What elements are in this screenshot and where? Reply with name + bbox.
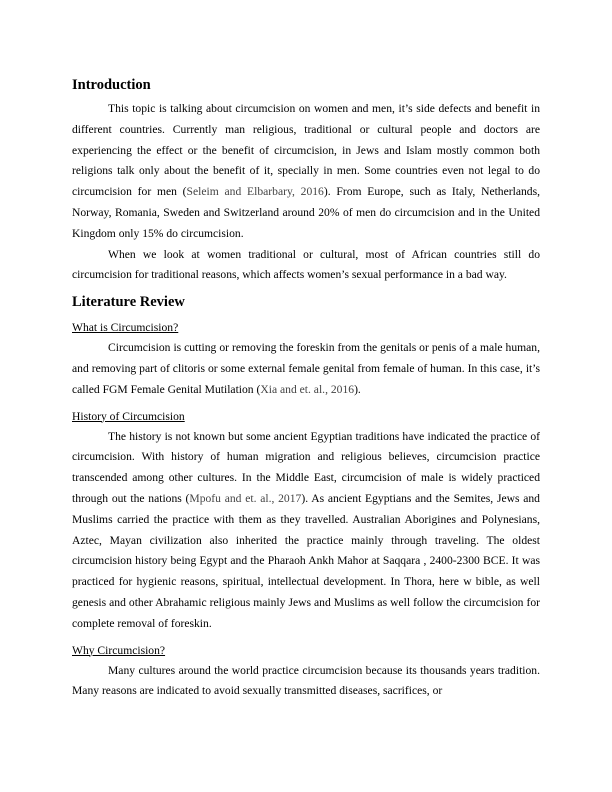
introduction-paragraph-2: When we look at women traditional or cultural, most of African countries still do circumcision for traditional reasons, which affects women’s sexual performance in a bad way. (72, 247, 540, 282)
document-page (72, 75, 540, 702)
literature-review-heading: Literature Review (72, 294, 185, 311)
what-is-text: Circumcision is cutting or removing the foreskin from the genitals or penis of a male human, and removing part of clitoris or some external female genital from female of human. In this case, it’s called FGM Female Genital Mutilation ( (72, 341, 540, 396)
introduction-heading: Introduction (72, 77, 151, 93)
introduction-paragraph-1-text: This topic is talking about circumcision on women and men, it’s side defects and benefit in different countries. Currently man religious, traditional or cultural people and doctors are experiencing the effect or the benefit of circumcision, in Jews and Islam mostly common both religions talk only about the benefit of it, specially in men. Some countries even not legal to do circumcision for men ( (72, 102, 540, 199)
why-circumcision-paragraph: Many cultures around the world practice circumcision because its thousands years tradition. Many reasons are indicated to avoid sexually transmitted diseases, sacrifices, or (72, 663, 540, 698)
citation-xia: Xia and et. al., 2016 (260, 382, 355, 396)
introduction-paragraph-1-text-end: ). From Europe, such as Italy, Netherlands, Norway, Romania, Sweden and Switzerland around 20% of men do circumcision and in the United Kingdom only 15% do circumcision. (72, 185, 540, 240)
what-is-text-end: ). (354, 382, 361, 396)
history-of-circumcision-subheading: History of Circumcision (72, 409, 185, 423)
history-text-end: ). As ancient Egyptians and the Semites, Jews and Muslims carried the practice with them as they travelled. Australian Aborigines and Polynesians, Aztec, Mayan civilization also inherited the practice mainly through traveling. The oldest circumcision history being Egypt and the Pharaoh Ankh Mahor at Saqqara , 2400-2300 BCE. It was practiced for hygienic reasons, spiritual, intellectual development. In Thora, here w bible, as well genesis and other Abrahamic religious mainly Jews and Muslims as well follow the circumcision for complete removal of foreskin. (72, 491, 540, 630)
citation-mpofu: Mpofu and et. al., 2017 (189, 491, 302, 505)
what-is-circumcision-subheading: What is Circumcision? (72, 321, 179, 335)
history-paragraph (72, 427, 540, 635)
what-is-circumcision-paragraph (72, 338, 540, 400)
citation-seleim: Seleim and Elbarbary, 2016 (186, 185, 324, 199)
why-circumcision-subheading: Why Circumcision? (72, 643, 166, 657)
introduction-paragraph-1 (72, 99, 540, 245)
history-text: The history is not known but some ancient Egyptian traditions have indicated the practice of circumcision. With history of human migration and religious believes, circumcision practice transcended among other cultures. In the Middle East, circumcision of male is widely practiced through out the nations ( (72, 429, 540, 505)
